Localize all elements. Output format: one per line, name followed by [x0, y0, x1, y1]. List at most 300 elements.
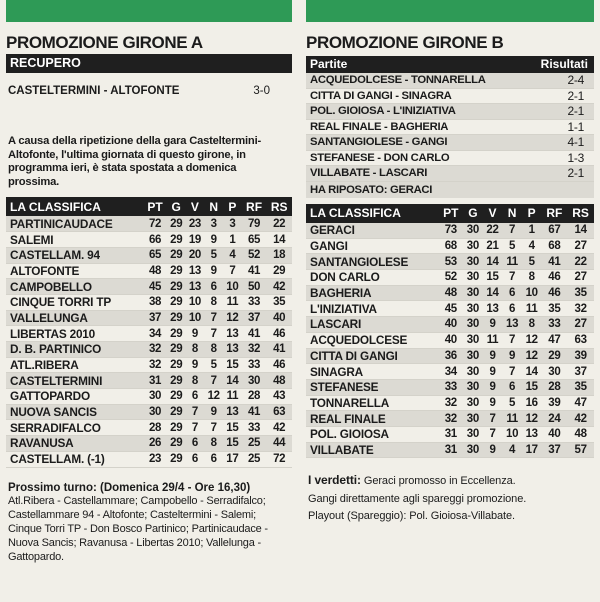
standings-cell-p: 11 — [223, 294, 242, 310]
standings-cell-pt: 36 — [438, 348, 463, 364]
standings-cell-team: CASTELLAM. (-1) — [6, 451, 143, 467]
standings-cell-rf: 30 — [541, 364, 567, 380]
standings-row — [306, 270, 594, 286]
verdicts-block — [306, 472, 594, 526]
standings-cell-team: CASTELTERMINI — [6, 373, 143, 389]
standings-cell-team: RAVANUSA — [6, 436, 143, 452]
standings-cell-g: 29 — [167, 232, 186, 248]
standings-cell-rf: 29 — [541, 348, 567, 364]
standings-cell-v: 21 — [483, 238, 503, 254]
standings-cell-rs: 42 — [567, 411, 594, 427]
standings-header-row — [306, 204, 594, 223]
standings-cell-team: GERACI — [306, 223, 438, 239]
col-header-p: P — [522, 204, 542, 223]
standings-cell-team: CINQUE TORRI TP — [6, 294, 143, 310]
standings-cell-team: CAMPOBELLO — [6, 279, 143, 295]
standings-row — [6, 420, 292, 436]
standings-cell-p: 10 — [522, 285, 542, 301]
standings-cell-p: 11 — [223, 389, 242, 405]
col-header-v: V — [186, 197, 205, 216]
standings-cell-g: 29 — [167, 294, 186, 310]
verdicts-label: I verdetti: — [308, 473, 361, 488]
girone-b-standings-body — [306, 223, 594, 458]
standings-cell-rs: 40 — [266, 310, 292, 326]
standings-cell-pt: 72 — [143, 216, 167, 232]
recupero-header: RECUPERO — [6, 54, 292, 73]
standings-cell-rf: 47 — [541, 332, 567, 348]
standings-cell-p: 3 — [223, 216, 242, 232]
standings-cell-rf: 30 — [242, 373, 267, 389]
match-teams: VILLABATE - LASCARI — [310, 167, 428, 179]
standings-row — [306, 364, 594, 380]
standings-cell-n: 7 — [502, 332, 522, 348]
standings-cell-team: DON CARLO — [306, 270, 438, 286]
standings-cell-p: 1 — [223, 232, 242, 248]
standings-cell-n: 4 — [502, 442, 522, 458]
col-header-rs: RS — [266, 197, 292, 216]
standings-cell-p: 8 — [522, 270, 542, 286]
standings-row — [6, 326, 292, 342]
standings-cell-v: 20 — [186, 247, 205, 263]
verdict-line-2: Gangi direttamente agli spareggi promozione. — [308, 492, 527, 505]
standings-row — [306, 379, 594, 395]
standings-cell-g: 29 — [167, 420, 186, 436]
standings-cell-v: 13 — [483, 301, 503, 317]
col-header-pt: PT — [143, 197, 167, 216]
standings-cell-p: 15 — [223, 436, 242, 452]
standings-cell-g: 30 — [463, 270, 483, 286]
standings-cell-g: 29 — [167, 389, 186, 405]
standings-cell-team: CITTA DI GANGI — [306, 348, 438, 364]
col-header-rs: RS — [567, 204, 594, 223]
standings-cell-v: 14 — [483, 285, 503, 301]
standings-row — [306, 238, 594, 254]
standings-cell-pt: 48 — [143, 263, 167, 279]
standings-cell-rf: 24 — [541, 411, 567, 427]
standings-cell-team: TONNARELLA — [306, 395, 438, 411]
standings-cell-rf: 41 — [541, 254, 567, 270]
standings-cell-v: 8 — [186, 373, 205, 389]
standings-row — [6, 357, 292, 373]
standings-cell-n: 8 — [204, 294, 223, 310]
standings-cell-rf: 32 — [242, 342, 267, 358]
standings-cell-n: 11 — [502, 254, 522, 270]
standings-cell-team: PARTINICAUDACE — [6, 216, 143, 232]
standings-cell-pt: 73 — [438, 223, 463, 239]
standings-cell-v: 7 — [483, 411, 503, 427]
standings-cell-rf: 25 — [242, 451, 267, 467]
standings-cell-rf: 25 — [242, 436, 267, 452]
standings-cell-v: 9 — [483, 348, 503, 364]
standings-cell-v: 6 — [186, 451, 205, 467]
standings-cell-n: 11 — [502, 411, 522, 427]
standings-cell-g: 30 — [463, 223, 483, 239]
standings-cell-p: 13 — [223, 404, 242, 420]
girone-b-results-list — [306, 73, 594, 182]
standings-cell-n: 7 — [204, 326, 223, 342]
recupero-match-score: 3-0 — [253, 85, 270, 97]
standings-cell-rs: 35 — [567, 285, 594, 301]
match-row — [306, 73, 594, 89]
standings-row — [6, 451, 292, 467]
match-result: 2-1 — [567, 88, 584, 103]
standings-cell-pt: 31 — [438, 442, 463, 458]
standings-cell-pt: 28 — [143, 420, 167, 436]
standings-cell-pt: 32 — [438, 395, 463, 411]
standings-cell-rs: 39 — [567, 348, 594, 364]
results-header-results: Risultati — [540, 57, 588, 71]
match-row — [306, 104, 594, 120]
match-row — [306, 120, 594, 136]
standings-cell-n: 6 — [502, 285, 522, 301]
standings-cell-rs: 14 — [567, 223, 594, 239]
next-round-fixtures: Atl.Ribera - Castellammare; Campobello - Serradifalco; Castellammare 94 - Altofonte; Casteltermini - Salemi; Cinque Torri TP - Don Bosco Partinico; Partinicaudace - Nuova Sancis; Ravanusa - Libertas 2010; Vallelunga - Gattopardo. — [8, 494, 268, 564]
standings-cell-rs: 22 — [567, 254, 594, 270]
standings-cell-p: 15 — [223, 420, 242, 436]
standings-cell-team: POL. GIOIOSA — [306, 426, 438, 442]
match-teams: SANTANGIOLESE - GANGI — [310, 136, 448, 148]
standings-row — [306, 411, 594, 427]
match-result: 2-1 — [567, 104, 584, 118]
match-teams: POL. GIOIOSA - L'INIZIATIVA — [310, 105, 456, 117]
standings-cell-g: 30 — [463, 364, 483, 380]
standings-cell-team: GANGI — [306, 238, 438, 254]
standings-cell-rs: 14 — [266, 232, 292, 248]
standings-cell-team: VILLABATE — [306, 442, 438, 458]
standings-row — [6, 216, 292, 232]
standings-cell-rf: 33 — [242, 420, 267, 436]
standings-cell-rs: 27 — [567, 317, 594, 333]
standings-cell-rs: 46 — [266, 326, 292, 342]
standings-cell-rf: 28 — [242, 389, 267, 405]
standings-row — [6, 294, 292, 310]
standings-row — [306, 285, 594, 301]
standings-cell-v: 13 — [186, 263, 205, 279]
standings-cell-team: SANTANGIOLESE — [306, 254, 438, 270]
standings-cell-p: 17 — [223, 451, 242, 467]
standings-cell-team: REAL FINALE — [306, 411, 438, 427]
next-round-title: Prossimo turno: (Domenica 29/4 - Ore 16,30) — [8, 481, 251, 494]
standings-cell-rf: 46 — [541, 285, 567, 301]
girone-b-title: PROMOZIONE GIRONE B — [306, 33, 504, 52]
standings-cell-v: 8 — [186, 342, 205, 358]
col-header-team: LA CLASSIFICA — [306, 204, 438, 223]
standings-cell-p: 12 — [522, 332, 542, 348]
standings-cell-p: 17 — [522, 442, 542, 458]
standings-cell-team: ALTOFONTE — [6, 263, 143, 279]
standings-cell-n: 7 — [502, 223, 522, 239]
col-header-team: LA CLASSIFICA — [6, 197, 143, 216]
standings-cell-pt: 40 — [438, 317, 463, 333]
standings-cell-pt: 65 — [143, 247, 167, 263]
green-top-bar — [6, 0, 292, 22]
standings-cell-n: 3 — [204, 216, 223, 232]
standings-cell-pt: 30 — [143, 404, 167, 420]
standings-cell-v: 6 — [186, 389, 205, 405]
match-result: 2-1 — [567, 166, 584, 180]
standings-cell-rs: 18 — [266, 247, 292, 263]
standings-cell-v: 10 — [186, 294, 205, 310]
standings-cell-n: 6 — [502, 379, 522, 395]
standings-cell-rs: 35 — [567, 379, 594, 395]
standings-row — [6, 373, 292, 389]
standings-cell-rf: 37 — [242, 310, 267, 326]
standings-cell-team: ACQUEDOLCESE — [306, 332, 438, 348]
standings-cell-pt: 37 — [143, 310, 167, 326]
standings-cell-rf: 79 — [242, 216, 267, 232]
standings-row — [6, 404, 292, 420]
standings-cell-rs: 35 — [266, 294, 292, 310]
standings-cell-rf: 33 — [242, 294, 267, 310]
standings-cell-pt: 40 — [438, 332, 463, 348]
standings-cell-pt: 33 — [438, 379, 463, 395]
standings-cell-p: 5 — [522, 254, 542, 270]
standings-cell-g: 29 — [167, 216, 186, 232]
standings-cell-p: 12 — [522, 348, 542, 364]
girone-b-panel — [306, 0, 594, 526]
standings-cell-v: 13 — [186, 279, 205, 295]
standings-cell-p: 8 — [522, 317, 542, 333]
standings-cell-v: 9 — [483, 317, 503, 333]
standings-cell-pt: 45 — [438, 301, 463, 317]
standings-cell-pt: 68 — [438, 238, 463, 254]
results-header-matches: Partite — [310, 57, 348, 71]
standings-cell-rs: 48 — [266, 373, 292, 389]
standings-cell-v: 9 — [483, 395, 503, 411]
standings-cell-n: 7 — [204, 373, 223, 389]
results-header — [306, 56, 594, 73]
standings-cell-v: 9 — [483, 379, 503, 395]
standings-cell-rs: 22 — [266, 216, 292, 232]
match-row — [306, 151, 594, 167]
standings-cell-g: 30 — [463, 379, 483, 395]
standings-cell-n: 7 — [204, 420, 223, 436]
standings-cell-v: 22 — [483, 223, 503, 239]
standings-cell-g: 29 — [167, 279, 186, 295]
standings-row — [306, 348, 594, 364]
standings-cell-rs: 27 — [567, 238, 594, 254]
standings-cell-n: 13 — [502, 317, 522, 333]
col-header-n: N — [502, 204, 522, 223]
standings-cell-g: 30 — [463, 426, 483, 442]
col-header-n: N — [204, 197, 223, 216]
standings-cell-n: 9 — [204, 404, 223, 420]
girone-a-title: PROMOZIONE GIRONE A — [6, 33, 203, 52]
standings-row — [306, 317, 594, 333]
standings-cell-g: 29 — [167, 342, 186, 358]
standings-cell-pt: 34 — [438, 364, 463, 380]
standings-cell-v: 10 — [186, 310, 205, 326]
standings-cell-n: 5 — [204, 247, 223, 263]
standings-cell-rs: 47 — [567, 395, 594, 411]
standings-cell-pt: 66 — [143, 232, 167, 248]
standings-cell-rs: 29 — [266, 263, 292, 279]
standings-row — [306, 301, 594, 317]
standings-cell-g: 29 — [167, 357, 186, 373]
standings-cell-pt: 52 — [438, 270, 463, 286]
girone-a-standings-table — [6, 197, 292, 468]
standings-cell-v: 7 — [186, 420, 205, 436]
standings-cell-pt: 48 — [438, 285, 463, 301]
standings-row — [6, 310, 292, 326]
standings-cell-n: 5 — [204, 357, 223, 373]
standings-cell-rs: 43 — [266, 389, 292, 405]
standings-cell-v: 7 — [483, 426, 503, 442]
match-result: 1-3 — [567, 150, 584, 165]
standings-cell-team: NUOVA SANCIS — [6, 404, 143, 420]
standings-row — [306, 332, 594, 348]
standings-cell-team: SERRADIFALCO — [6, 420, 143, 436]
col-header-pt: PT — [438, 204, 463, 223]
standings-cell-team: ATL.RIBERA — [6, 357, 143, 373]
recupero-match-teams: CASTELTERMINI - ALTOFONTE — [8, 85, 180, 97]
standings-cell-p: 4 — [223, 247, 242, 263]
standings-row — [6, 436, 292, 452]
standings-cell-n: 8 — [204, 342, 223, 358]
standings-cell-g: 29 — [167, 436, 186, 452]
standings-cell-rf: 52 — [242, 247, 267, 263]
standings-row — [6, 247, 292, 263]
standings-cell-rs: 44 — [266, 436, 292, 452]
standings-cell-n: 7 — [502, 270, 522, 286]
col-header-rf: RF — [541, 204, 567, 223]
standings-cell-team: BAGHERIA — [306, 285, 438, 301]
standings-cell-rf: 41 — [242, 326, 267, 342]
standings-cell-v: 9 — [483, 364, 503, 380]
standings-cell-rs: 27 — [567, 270, 594, 286]
standings-row — [306, 223, 594, 239]
standings-cell-rs: 42 — [266, 420, 292, 436]
standings-cell-n: 6 — [204, 451, 223, 467]
standings-cell-rs: 37 — [567, 364, 594, 380]
standings-cell-pt: 32 — [143, 342, 167, 358]
standings-cell-pt: 30 — [143, 389, 167, 405]
standings-cell-n: 9 — [502, 348, 522, 364]
standings-cell-p: 13 — [223, 342, 242, 358]
standings-cell-pt: 32 — [438, 411, 463, 427]
standings-cell-pt: 32 — [143, 357, 167, 373]
standings-cell-v: 23 — [186, 216, 205, 232]
standings-cell-team: CASTELLAM. 94 — [6, 247, 143, 263]
standings-cell-p: 15 — [522, 379, 542, 395]
match-row — [306, 166, 594, 182]
standings-cell-rf: 68 — [541, 238, 567, 254]
standings-cell-pt: 38 — [143, 294, 167, 310]
col-header-v: V — [483, 204, 503, 223]
girone-a-panel — [6, 0, 292, 565]
standings-cell-v: 7 — [186, 404, 205, 420]
standings-cell-pt: 34 — [143, 326, 167, 342]
girone-b-standings-table — [306, 204, 594, 459]
standings-cell-rf: 35 — [541, 301, 567, 317]
standings-cell-team: SINAGRA — [306, 364, 438, 380]
match-row — [306, 89, 594, 105]
standings-row — [306, 254, 594, 270]
standings-cell-p: 4 — [522, 238, 542, 254]
standings-cell-rs: 46 — [266, 357, 292, 373]
match-result: 4-1 — [567, 135, 584, 149]
standings-cell-pt: 53 — [438, 254, 463, 270]
standings-cell-p: 14 — [522, 364, 542, 380]
standings-cell-n: 5 — [502, 395, 522, 411]
standings-cell-g: 29 — [167, 404, 186, 420]
standings-cell-p: 12 — [522, 411, 542, 427]
standings-cell-team: SALEMI — [6, 232, 143, 248]
standings-cell-v: 19 — [186, 232, 205, 248]
standings-cell-rf: 28 — [541, 379, 567, 395]
standings-cell-rf: 39 — [541, 395, 567, 411]
standings-row — [6, 279, 292, 295]
standings-cell-rf: 50 — [242, 279, 267, 295]
standings-cell-p: 1 — [522, 223, 542, 239]
standings-cell-p: 16 — [522, 395, 542, 411]
standings-cell-g: 30 — [463, 301, 483, 317]
standings-cell-g: 29 — [167, 263, 186, 279]
standings-cell-g: 30 — [463, 285, 483, 301]
standings-cell-team: L'INIZIATIVA — [306, 301, 438, 317]
standings-cell-v: 9 — [186, 326, 205, 342]
standings-cell-rs: 57 — [567, 442, 594, 458]
match-row — [306, 135, 594, 151]
standings-header-row — [6, 197, 292, 216]
standings-cell-rs: 41 — [266, 342, 292, 358]
standings-cell-rs: 42 — [266, 279, 292, 295]
standings-cell-v: 9 — [186, 357, 205, 373]
standings-cell-n: 9 — [204, 232, 223, 248]
standings-cell-n: 6 — [204, 279, 223, 295]
standings-cell-g: 29 — [167, 310, 186, 326]
standings-cell-rf: 67 — [541, 223, 567, 239]
standings-cell-team: GATTOPARDO — [6, 389, 143, 405]
standings-cell-team: VALLELUNGA — [6, 310, 143, 326]
standings-cell-v: 6 — [186, 436, 205, 452]
standings-cell-p: 7 — [223, 263, 242, 279]
standings-cell-rs: 63 — [567, 332, 594, 348]
standings-cell-g: 30 — [463, 411, 483, 427]
col-header-g: G — [167, 197, 186, 216]
standings-cell-rf: 33 — [242, 357, 267, 373]
standings-cell-rs: 32 — [567, 301, 594, 317]
standings-cell-p: 12 — [223, 310, 242, 326]
match-teams: ACQUEDOLCESE - TONNARELLA — [310, 74, 486, 86]
standings-cell-rf: 33 — [541, 317, 567, 333]
standings-cell-rs: 48 — [567, 426, 594, 442]
standings-cell-rf: 41 — [242, 404, 267, 420]
standings-cell-team: STEFANESE — [306, 379, 438, 395]
match-teams: STEFANESE - DON CARLO — [310, 151, 450, 164]
standings-cell-pt: 26 — [143, 436, 167, 452]
standings-cell-rs: 72 — [266, 451, 292, 467]
col-header-g: G — [463, 204, 483, 223]
standings-cell-g: 30 — [463, 238, 483, 254]
standings-cell-n: 9 — [204, 263, 223, 279]
standings-cell-p: 11 — [522, 301, 542, 317]
standings-cell-team: LIBERTAS 2010 — [6, 326, 143, 342]
match-teams: CITTA DI GANGI - SINAGRA — [310, 89, 452, 102]
girone-a-note: A causa della ripetizione della gara Casteltermini-Altofonte, l'ultima giornata di questo girone, in programma ieri, è stata spostata a domenica prossima. — [8, 135, 262, 188]
standings-cell-n: 8 — [204, 436, 223, 452]
standings-cell-n: 7 — [204, 310, 223, 326]
standings-cell-p: 13 — [522, 426, 542, 442]
standings-cell-g: 29 — [167, 326, 186, 342]
match-teams: REAL FINALE - BAGHERIA — [310, 120, 449, 133]
standings-row — [6, 232, 292, 248]
standings-cell-g: 29 — [167, 451, 186, 467]
col-header-p: P — [223, 197, 242, 216]
standings-cell-n: 6 — [502, 301, 522, 317]
standings-cell-rf: 41 — [242, 263, 267, 279]
standings-cell-g: 30 — [463, 442, 483, 458]
